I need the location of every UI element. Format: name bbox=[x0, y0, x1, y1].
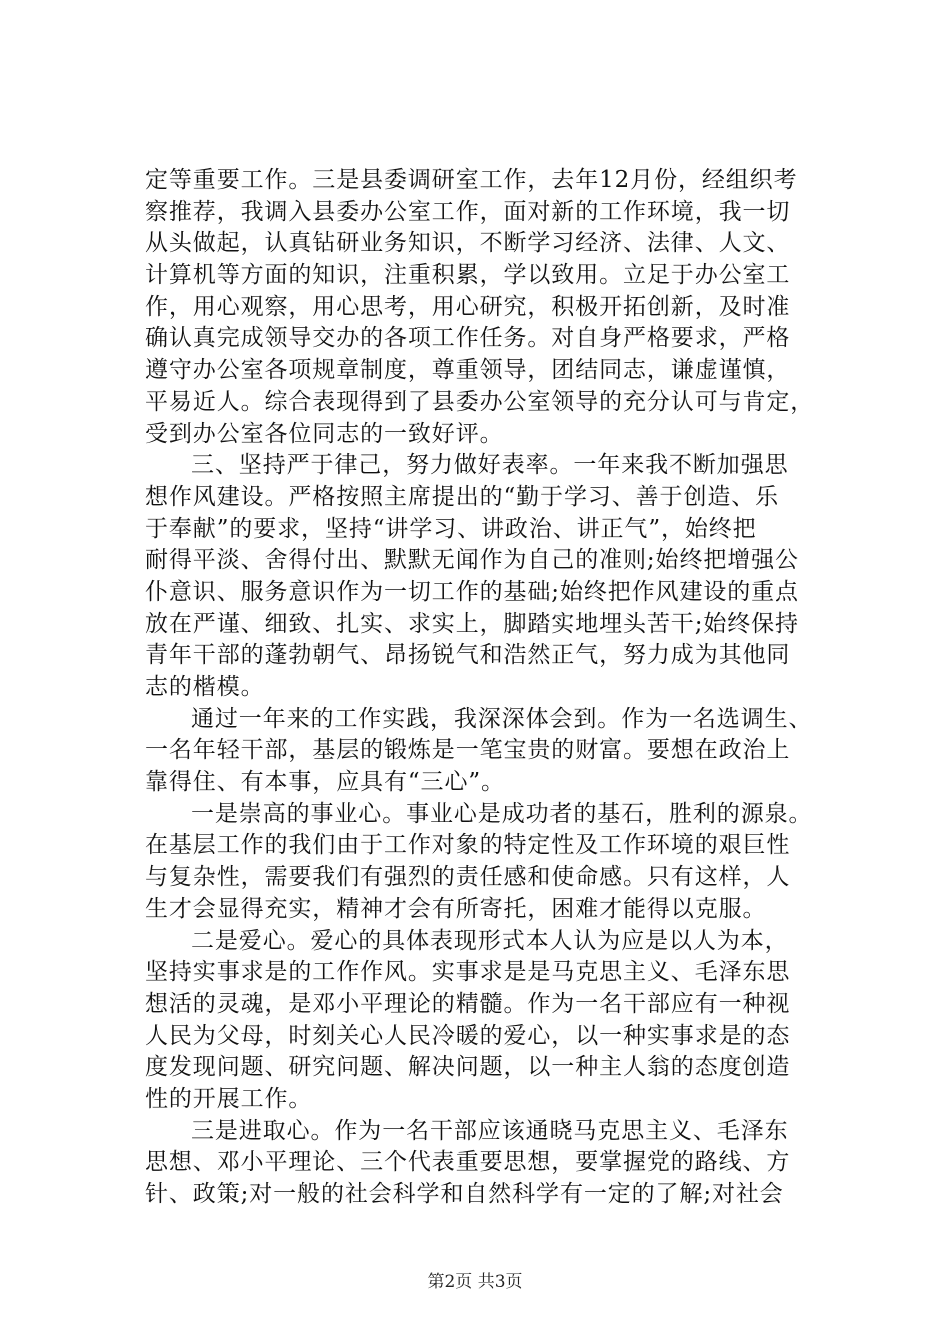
text-line: 三、坚持严于律己，努力做好表率。一年来我不断加强思 bbox=[191, 452, 789, 479]
text-line: 坚持实事求是的工作作风。实事求是是马克思主义、毛泽东思 bbox=[145, 959, 791, 986]
text-line: 度发现问题、研究问题、解决问题，以一种主人翁的态度创造 bbox=[145, 1054, 791, 1081]
text-line: 耐得平淡、舍得付出、默默无闻作为自己的准则;始终把增强公 bbox=[145, 547, 799, 574]
text-line: 一是崇高的事业心。事业心是成功者的基石，胜利的源泉。 bbox=[191, 800, 813, 827]
text-line: 遵守办公室各项规章制度，尊重领导，团结同志，谦虚谨慎， bbox=[145, 357, 791, 384]
text-line: 人民为父母，时刻关心人民冷暖的爱心，以一种实事求是的态 bbox=[145, 1022, 791, 1049]
text-line: 靠得住、有本事，应具有“三心”。 bbox=[145, 769, 505, 796]
text-line: 志的楷模。 bbox=[145, 674, 265, 700]
text-line: 计算机等方面的知识，注重积累，学以致用。立足于办公室工 bbox=[145, 262, 791, 289]
text-line: 想作风建设。严格按照主席提出的“勤于学习、善于创造、乐 bbox=[145, 483, 780, 510]
page-footer: 第2页 共3页 bbox=[427, 1272, 523, 1292]
text-line: 针、政策;对一般的社会科学和自然科学有一定的了解;对社会 bbox=[145, 1181, 784, 1207]
text-line: 察推荐，我调入县委办公室工作，面对新的工作环境，我一切 bbox=[145, 198, 791, 225]
text-line: 生才会显得充实，精神才会有所寄托，困难才能得以克服。 bbox=[145, 895, 767, 922]
text-line: 放在严谨、细致、扎实、求实上，脚踏实地埋头苦干;始终保持 bbox=[145, 610, 799, 637]
text-line: 二是爱心。爱心的具体表现形式本人认为应是以人为本， bbox=[191, 927, 789, 954]
text-line: 平易近人。综合表现得到了县委办公室领导的充分认可与肯定， bbox=[145, 388, 815, 415]
text-line: 在基层工作的我们由于工作对象的特定性及工作环境的艰巨性 bbox=[145, 832, 791, 859]
text-line: 与复杂性，需要我们有强烈的责任感和使命感。只有这样，人 bbox=[145, 864, 791, 891]
text-line: 想活的灵魂，是邓小平理论的精髓。作为一名干部应有一种视 bbox=[145, 990, 791, 1017]
text-line: 从头做起，认真钻研业务知识，不断学习经济、法律、人文、 bbox=[145, 230, 791, 257]
text-line: 于奉献”的要求，坚持“讲学习、讲政治、讲正气”，始终把 bbox=[145, 515, 757, 542]
text-line: 青年干部的蓬勃朝气、昂扬锐气和浩然正气，努力成为其他同 bbox=[145, 642, 791, 669]
text-line: 受到办公室各位同志的一致好评。 bbox=[145, 420, 504, 447]
text-line: 作，用心观察，用心思考，用心研究，积极开拓创新，及时准 bbox=[145, 293, 791, 320]
text-line: 通过一年来的工作实践，我深深体会到。作为一名选调生、 bbox=[191, 705, 813, 732]
text-line: 思想、邓小平理论、三个代表重要思想，要掌握党的路线、方 bbox=[145, 1149, 791, 1176]
text-line: 性的开展工作。 bbox=[145, 1085, 313, 1112]
text-line: 三是进取心。作为一名干部应该通晓马克思主义、毛泽东 bbox=[191, 1117, 789, 1144]
text-line: 一名年轻干部，基层的锻炼是一笔宝贵的财富。要想在政治上 bbox=[145, 737, 791, 764]
body-text bbox=[145, 165, 835, 1211]
text-line: 仆意识、服务意识作为一切工作的基础;始终把作风建设的重点 bbox=[145, 578, 799, 605]
text-line: 确认真完成领导交办的各项工作任务。对自身严格要求，严格 bbox=[145, 325, 791, 352]
text-line: 定等重要工作。三是县委调研室工作，去年12月份，经组织考 bbox=[145, 167, 798, 193]
